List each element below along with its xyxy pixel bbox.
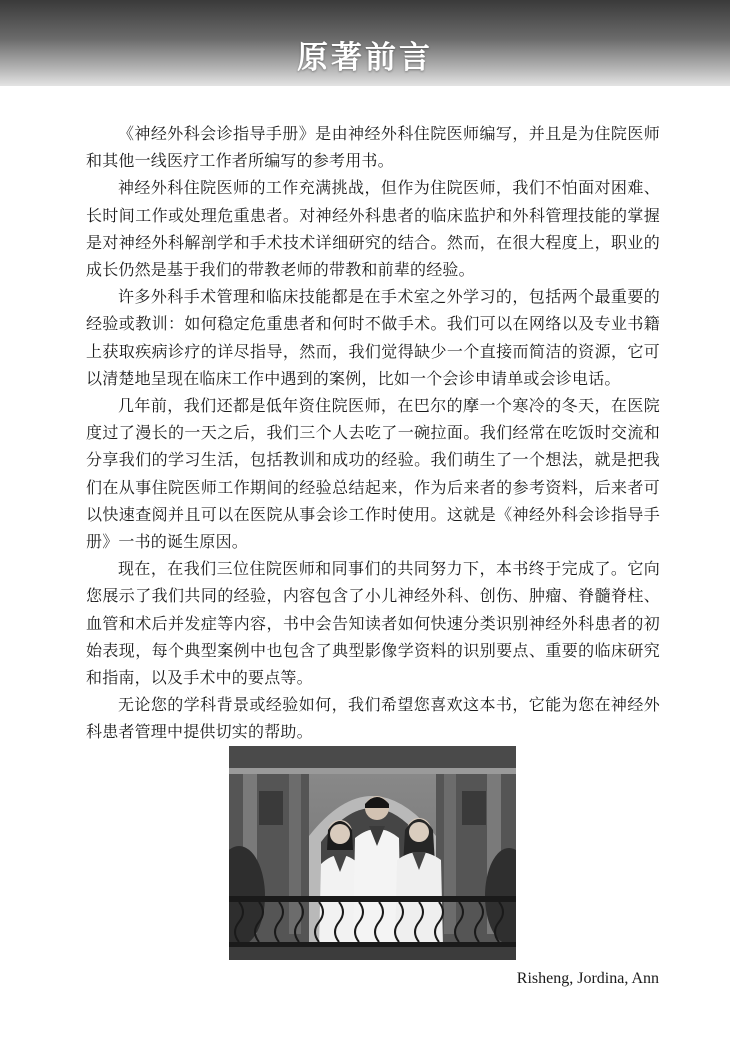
- paragraph-2: 神经外科住院医师的工作充满挑战，但作为住院医师，我们不怕面对困难、长时间工作或处理危重患者。对神经外科患者的临床监护和外科管理技能的掌握是对神经外科解剖学和手术技术详细研究的结合。然而，在很大程度上，职业的成长仍然是基于我们的带教老师的带教和前辈的经验。: [86, 178, 660, 280]
- preface-body: [86, 120, 660, 746]
- paragraph-6: 无论您的学科背景或经验如何，我们希望您喜欢这本书，它能为您在神经外科患者管理中提供切实的帮助。: [86, 695, 660, 742]
- group-photo: [229, 746, 516, 960]
- photo-caption: Risheng, Jordina, Ann: [516, 970, 659, 987]
- paragraph-3: 许多外科手术管理和临床技能都是在手术室之外学习的，包括两个最重要的经验或教训：如何稳定危重患者和何时不做手术。我们可以在网络以及专业书籍上获取疾病诊疗的详尽指导，然而，我们觉得缺少一个直接而简洁的资源，它可以清楚地呈现在临床工作中遇到的案例，比如一个会诊申请单或会诊电话。: [86, 287, 660, 388]
- paragraph-5: 现在，在我们三位住院医师和同事们的共同努力下，本书终于完成了。它向您展示了我们共同的经验，内容包含了小儿神经外科、创伤、肿瘤、脊髓脊柱、血管和术后并发症等内容，书中会告知读者如何快速分类识别神经外科患者的初始表现，每个典型案例中也包含了典型影像学资料的识别要点、重要的临床研究和指南，以及手术中的要点等。: [86, 559, 660, 688]
- group-photo-illustration: [229, 746, 516, 960]
- paragraph-1: 《神经外科会诊指导手册》是由神经外科住院医师编写，并且是为住院医师和其他一线医疗工作者所编写的参考用书。: [86, 124, 660, 171]
- page-title: 原著前言: [297, 40, 433, 76]
- paragraph-4: 几年前，我们还都是低年资住院医师，在巴尔的摩一个寒冷的冬天，在医院度过了漫长的一天之后，我们三个人去吃了一碗拉面。我们经常在吃饭时交流和分享我们的学习生活，包括教训和成功的经验。我们萌生了一个想法，就是把我们在从事住院医师工作期间的经验总结起来，作为后来者的参考资料，后来者可以快速查阅并且可以在医院从事会诊工作时使用。这就是《神经外科会诊指导手册》一书的诞生原因。: [86, 396, 660, 552]
